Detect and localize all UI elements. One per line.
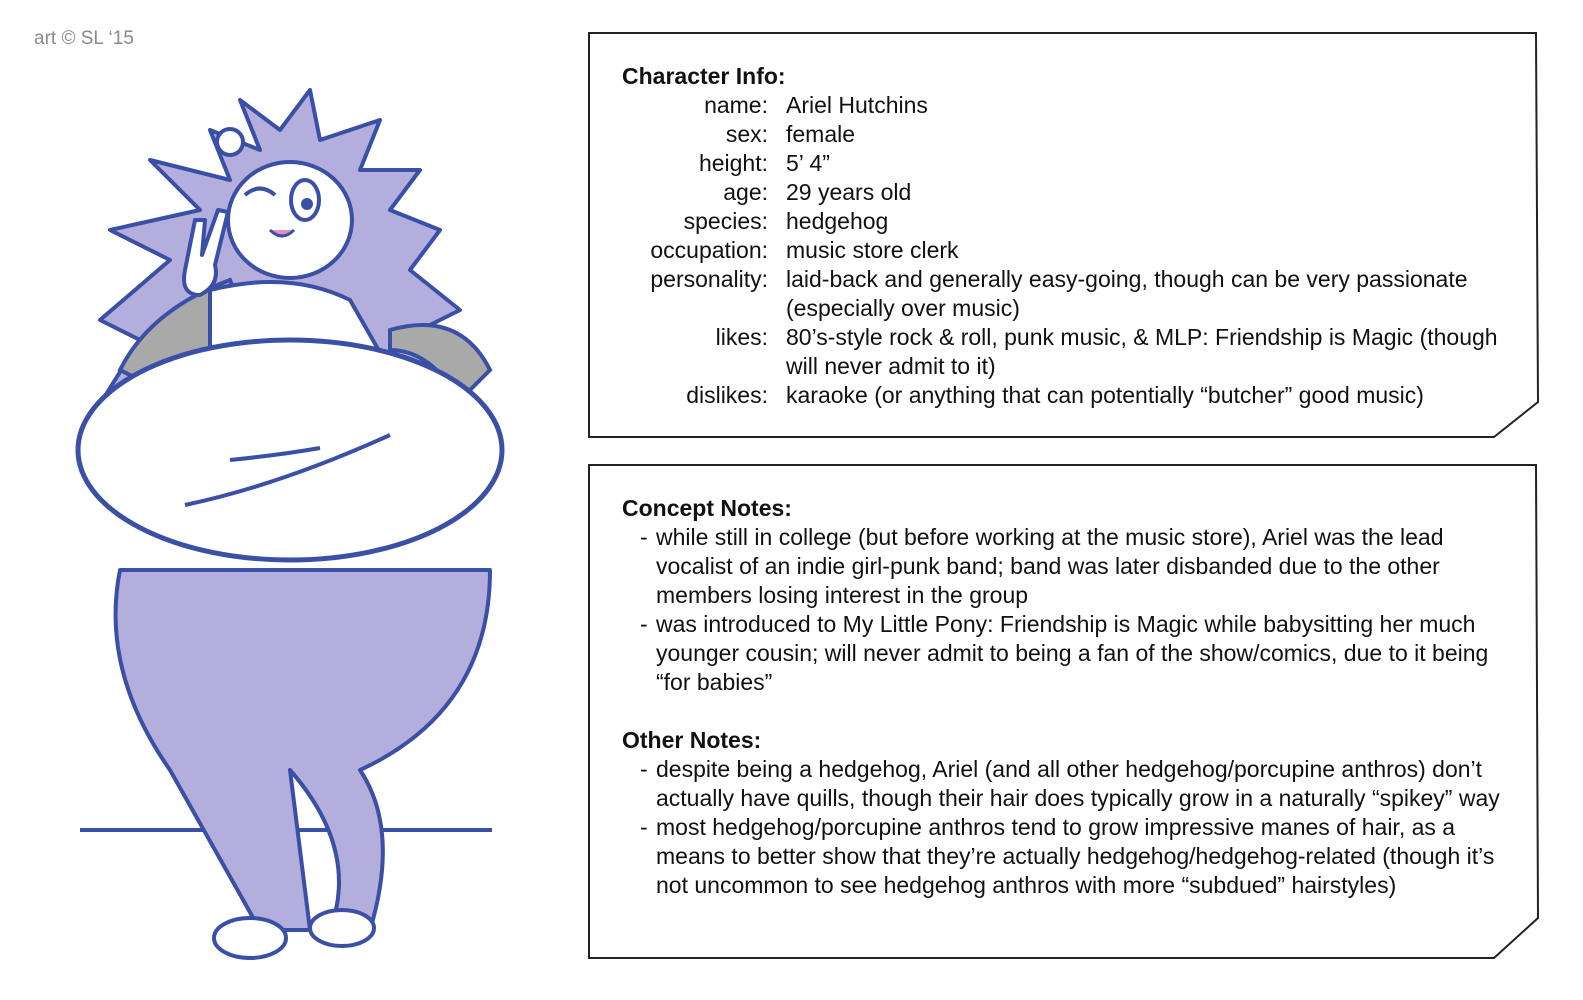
legs [116, 570, 490, 930]
info-value: Ariel Hutchins [786, 92, 928, 118]
info-value: hedgehog [786, 208, 889, 234]
character-illustration [60, 70, 530, 980]
info-value: 5’ 4” [786, 150, 830, 176]
info-value: music store clerk [786, 237, 959, 263]
info-value: karaoke (or anything that can potentially “butcher” good music) [786, 382, 1424, 408]
info-value: 29 years old [786, 179, 912, 205]
info-row-occupation [622, 236, 1526, 265]
info-key: height: [698, 150, 768, 176]
info-key: species: [683, 208, 768, 234]
info-row-personality [622, 265, 1526, 323]
info-row-species [622, 207, 1526, 236]
artist-credit: art © SL ‘15 [34, 28, 134, 49]
info-key: personality: [650, 266, 768, 292]
info-key: sex: [725, 121, 768, 147]
concept-note-item: - while still in college (but before working at the music store), Ariel was the lead vocalist of an indie girl-punk band; band was later disbanded due to the other members losing interest in the group [640, 524, 1444, 608]
info-row-name [622, 91, 1526, 120]
info-value: female [786, 121, 856, 147]
info-key: name: [704, 92, 768, 118]
info-key: age: [723, 179, 768, 205]
notes-panel [588, 464, 1546, 966]
info-key: occupation: [650, 237, 768, 263]
other-note-text: despite being a hedgehog, Ariel (and all other hedgehog/porcupine anthros) don’t actually have quills, though their hair does typically grow in a naturally “spikey” way [656, 756, 1500, 811]
character-info-heading: Character Info: [622, 63, 786, 89]
right-shoe [310, 910, 374, 946]
concept-notes-heading: Concept Notes: [622, 495, 792, 521]
face [228, 162, 352, 278]
shirt [78, 340, 502, 560]
info-row-age [622, 178, 1526, 207]
ear [217, 129, 243, 155]
other-note-item: - most hedgehog/porcupine anthros tend to grow impressive manes of hair, as a means to better show that they’re actually hedgehog/hedgehog-related (though it’s not uncommon to see hedgehog anthros with more “subdued” hairstyles) [640, 814, 1495, 898]
info-key: likes: [715, 324, 768, 350]
other-notes-heading: Other Notes: [622, 727, 762, 753]
info-row-height [622, 149, 1526, 178]
info-value: laid-back and generally easy-going, though can be very passionate (especially over music) [786, 266, 1468, 321]
concept-note-text: while still in college (but before working at the music store), Ariel was the lead vocalist of an indie girl-punk band; band was later disbanded due to the other members losing interest in the group [656, 524, 1444, 608]
left-shoe [214, 918, 286, 958]
other-note-text: most hedgehog/porcupine anthros tend to grow impressive manes of hair, as a means to better show that they’re actually hedgehog/hedgehog-related (though it’s not uncommon to see hedgehog anthros with more “subdued” hairstyles) [656, 814, 1495, 898]
info-row-likes [622, 323, 1526, 381]
character-info-panel [588, 32, 1546, 444]
concept-note-text: was introduced to My Little Pony: Friendship is Magic while babysitting her much younger cousin; will never admit to being a fan of the show/comics, due to it being “for babies” [656, 611, 1489, 695]
info-row-sex [622, 120, 1526, 149]
other-note-item: - despite being a hedgehog, Ariel (and all other hedgehog/porcupine anthros) don’t actually have quills, though their hair does typically grow in a naturally “spikey” way [640, 756, 1500, 811]
info-value: 80’s-style rock & roll, punk music, & MLP: Friendship is Magic (though will never admit to it) [786, 324, 1498, 379]
info-row-dislikes [622, 381, 1526, 410]
info-key: dislikes: [686, 382, 768, 408]
concept-note-item: - was introduced to My Little Pony: Friendship is Magic while babysitting her much younger cousin; will never admit to being a fan of the show/comics, due to it being “for babies” [640, 611, 1489, 695]
character-info-table [622, 91, 1526, 410]
